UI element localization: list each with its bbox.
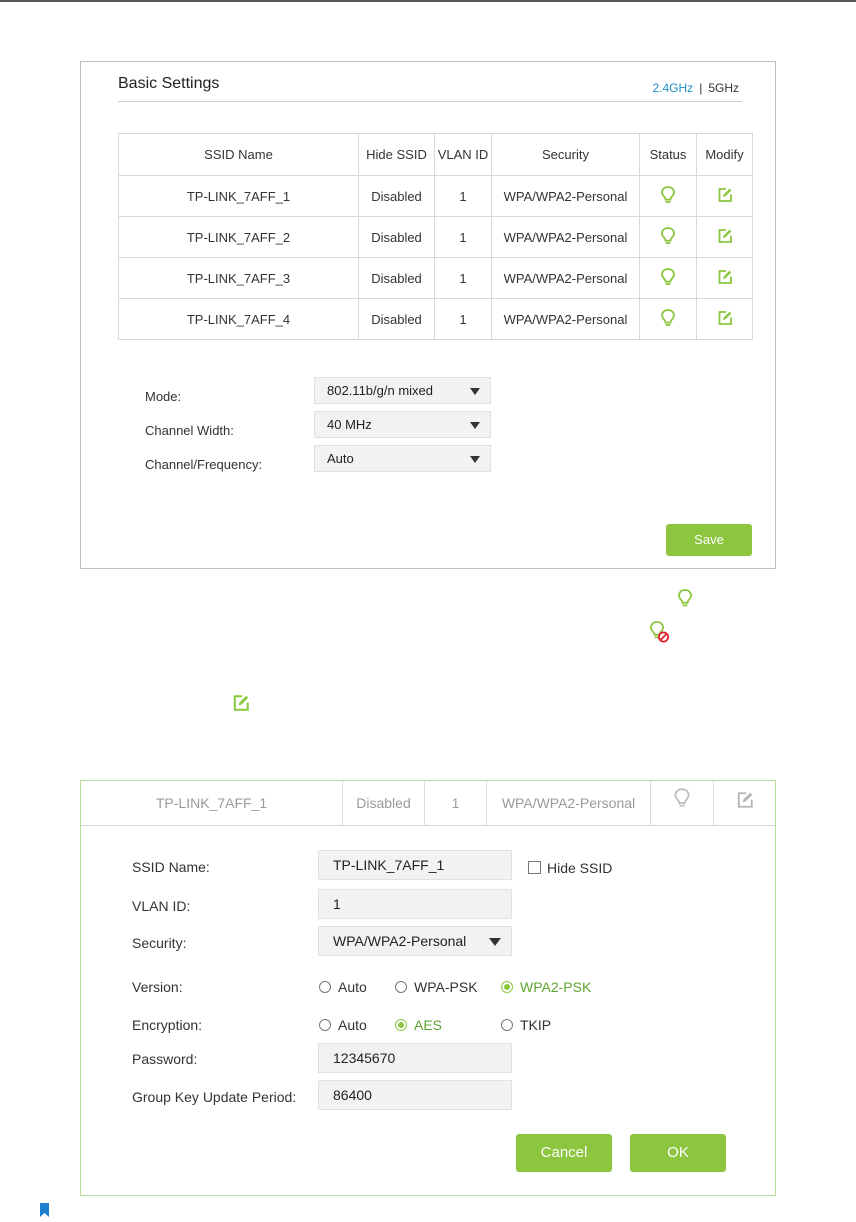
edit-icon[interactable] (717, 187, 733, 206)
cell-hide-ssid: Disabled (359, 299, 435, 340)
bulb-on-icon[interactable] (660, 308, 676, 331)
radio-label: Auto (338, 1017, 367, 1033)
ssid-table (118, 133, 753, 340)
group-key-update-input[interactable]: 86400 (318, 1080, 512, 1110)
radio-label: AES (414, 1017, 443, 1033)
table-row (119, 176, 753, 217)
row-security: WPA/WPA2-Personal (487, 781, 651, 825)
radio-label: Auto (338, 979, 367, 995)
title-divider (118, 101, 742, 102)
cell-status (640, 299, 697, 340)
radio-button-selected[interactable] (395, 1019, 407, 1031)
cell-modify (697, 217, 753, 258)
security-select-value: WPA/WPA2-Personal (333, 933, 467, 949)
hide-ssid-option (528, 860, 612, 876)
vlan-id-label: VLAN ID: (132, 898, 191, 914)
security-label: Security: (132, 935, 187, 951)
encryption-radio-aes[interactable] (395, 1017, 442, 1033)
encryption-label: Encryption: (132, 1017, 203, 1033)
group-key-update-label: Group Key Update Period: (132, 1089, 297, 1105)
table-row (119, 299, 753, 340)
table-row (119, 217, 753, 258)
ssid-name-input[interactable]: TP-LINK_7AFF_1 (318, 850, 512, 880)
radio-button[interactable] (395, 981, 407, 993)
cell-vlan: 1 (435, 258, 492, 299)
cell-hide-ssid: Disabled (359, 176, 435, 217)
bulb-on-icon[interactable] (660, 226, 676, 249)
version-radio-wpa-psk[interactable] (395, 979, 478, 995)
col-header-status: Status (640, 134, 697, 176)
channel-value: Auto (327, 451, 354, 466)
version-radio-wpa2-psk[interactable] (501, 979, 591, 995)
radio-label: WPA-PSK (414, 979, 478, 995)
band-separator: | (699, 81, 703, 95)
cell-modify (697, 299, 753, 340)
version-radio-auto[interactable] (319, 979, 367, 995)
cell-security: WPA/WPA2-Personal (492, 217, 640, 258)
radio-label: TKIP (520, 1017, 552, 1033)
row-vlan: 1 (425, 781, 487, 825)
row-ssid: TP-LINK_7AFF_1 (81, 781, 343, 825)
ok-button[interactable]: OK (630, 1134, 726, 1172)
cell-security: WPA/WPA2-Personal (492, 299, 640, 340)
mode-select[interactable] (314, 377, 491, 404)
row-modify (714, 781, 775, 825)
password-input[interactable]: 12345670 (318, 1043, 512, 1073)
panel-title: Basic Settings (118, 75, 220, 92)
row-status (651, 781, 714, 825)
cell-ssid: TP-LINK_7AFF_3 (119, 258, 359, 299)
cell-status (640, 258, 697, 299)
edit-icon[interactable] (736, 782, 754, 826)
radio-button[interactable] (501, 1019, 513, 1031)
encryption-radio-auto[interactable] (319, 1017, 367, 1033)
row-hide-ssid: Disabled (343, 781, 425, 825)
page-top-rule (0, 0, 856, 2)
save-button[interactable]: Save (666, 524, 752, 556)
channel-width-select[interactable] (314, 411, 491, 438)
table-header-row (119, 134, 753, 176)
cell-hide-ssid: Disabled (359, 258, 435, 299)
bulb-icon[interactable] (673, 782, 691, 826)
chevron-down-icon (489, 938, 501, 946)
cell-ssid: TP-LINK_7AFF_1 (119, 176, 359, 217)
cell-ssid: TP-LINK_7AFF_4 (119, 299, 359, 340)
edit-ssid-panel (80, 780, 776, 1196)
cell-status (640, 176, 697, 217)
bulb-on-icon (677, 588, 693, 615)
cell-vlan: 1 (435, 176, 492, 217)
channel-width-label: Channel Width: (145, 423, 234, 438)
edit-icon (232, 694, 250, 717)
cell-modify (697, 258, 753, 299)
cell-status (640, 217, 697, 258)
table-row (119, 258, 753, 299)
col-header-hide-ssid: Hide SSID (359, 134, 435, 176)
ssid-name-label: SSID Name: (132, 859, 210, 875)
channel-width-value: 40 MHz (327, 417, 372, 432)
mode-select-value: 802.11b/g/n mixed (327, 383, 433, 398)
edit-icon[interactable] (717, 269, 733, 288)
password-label: Password: (132, 1051, 198, 1067)
cell-ssid: TP-LINK_7AFF_2 (119, 217, 359, 258)
chevron-down-icon (470, 388, 480, 395)
edit-icon[interactable] (717, 228, 733, 247)
mode-label: Mode: (145, 389, 182, 404)
vlan-id-input[interactable]: 1 (318, 889, 512, 919)
chevron-down-icon (470, 456, 480, 463)
cell-vlan: 1 (435, 217, 492, 258)
cell-security: WPA/WPA2-Personal (492, 258, 640, 299)
version-label: Version: (132, 979, 183, 995)
security-select[interactable] (318, 926, 512, 956)
col-header-vlan: VLAN ID (435, 134, 492, 176)
selected-ssid-row (81, 781, 775, 826)
bulb-on-icon[interactable] (660, 267, 676, 290)
cell-vlan: 1 (435, 299, 492, 340)
col-header-security: Security (492, 134, 640, 176)
radio-button-selected[interactable] (501, 981, 513, 993)
cell-modify (697, 176, 753, 217)
hide-ssid-checkbox[interactable] (528, 861, 541, 874)
channel-select[interactable] (314, 445, 491, 472)
chevron-down-icon (470, 422, 480, 429)
band-switch (653, 81, 740, 95)
encryption-radio-tkip[interactable] (501, 1017, 551, 1033)
bulb-off-icon (649, 620, 671, 649)
cell-hide-ssid: Disabled (359, 217, 435, 258)
bulb-on-icon[interactable] (660, 185, 676, 208)
radio-label: WPA2-PSK (520, 979, 592, 995)
bookmark-icon (40, 1203, 49, 1222)
cell-security: WPA/WPA2-Personal (492, 176, 640, 217)
hide-ssid-label: Hide SSID (547, 860, 613, 876)
band-5ghz-link[interactable]: 5GHz (708, 81, 739, 95)
radio-button[interactable] (319, 1019, 331, 1031)
edit-icon[interactable] (717, 310, 733, 329)
cancel-button[interactable]: Cancel (516, 1134, 612, 1172)
basic-settings-panel (80, 61, 776, 569)
col-header-ssid: SSID Name (119, 134, 359, 176)
channel-label: Channel/Frequency: (145, 457, 263, 472)
radio-button[interactable] (319, 981, 331, 993)
band-24ghz-link[interactable]: 2.4GHz (652, 81, 694, 95)
col-header-modify: Modify (697, 134, 753, 176)
